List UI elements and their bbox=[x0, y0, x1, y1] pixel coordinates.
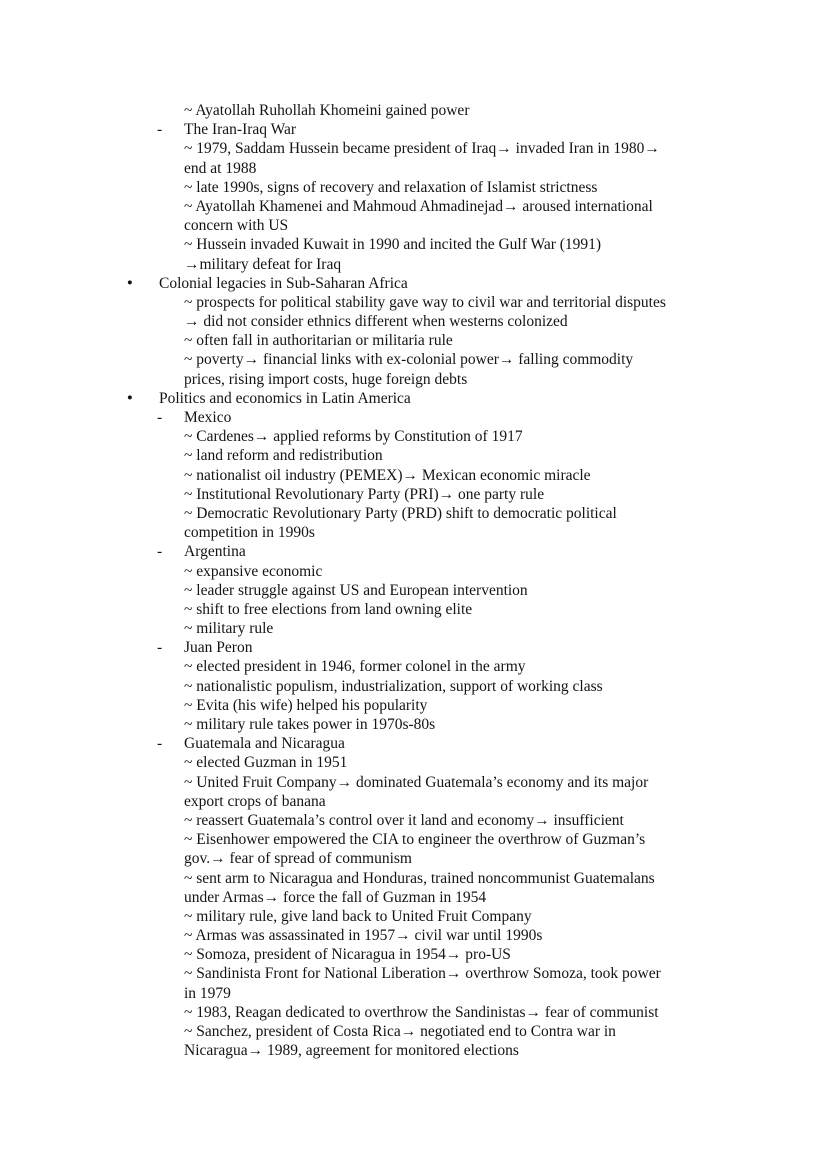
doc-line-body bbox=[0, 370, 828, 389]
doc-line-text: export crops of banana bbox=[184, 792, 326, 810]
doc-line-text: ~ Sandinista Front for National Liberation→ overthrow Somoza, took power bbox=[184, 965, 661, 983]
doc-line-text: The Iran-Iraq War bbox=[184, 121, 297, 139]
doc-line-body bbox=[0, 849, 828, 868]
doc-line-body bbox=[0, 427, 828, 446]
doc-line-text: ~ often fall in authoritarian or militaria rule bbox=[184, 332, 453, 350]
doc-line-body bbox=[0, 466, 828, 485]
doc-line-text: ~ Cardenes→ applied reforms by Constitution of 1917 bbox=[184, 428, 523, 446]
doc-line-text: under Armas→ force the fall of Guzman in 1954 bbox=[184, 888, 487, 906]
doc-line-body bbox=[0, 715, 828, 734]
doc-line-bullet bbox=[0, 274, 828, 293]
doc-line-text: Juan Peron bbox=[184, 639, 253, 657]
doc-line-text: →military defeat for Iraq bbox=[184, 255, 342, 273]
doc-line-body bbox=[0, 235, 828, 254]
bullet-marker: ● bbox=[127, 277, 133, 288]
doc-line-body bbox=[0, 504, 828, 523]
doc-line-text: Colonial legacies in Sub-Saharan Africa bbox=[159, 274, 408, 292]
doc-line-body bbox=[0, 753, 828, 772]
doc-line-dash bbox=[0, 638, 828, 657]
doc-line-text: ~ Ayatollah Ruhollah Khomeini gained power bbox=[184, 102, 470, 119]
doc-line-dash bbox=[0, 542, 828, 561]
doc-line-body bbox=[0, 331, 828, 350]
doc-line-text: ~ shift to free elections from land owning elite bbox=[184, 600, 473, 618]
doc-line-text: Argentina bbox=[184, 543, 246, 561]
doc-line-dash bbox=[0, 120, 828, 139]
doc-line-dash bbox=[0, 408, 828, 427]
doc-line-body bbox=[0, 350, 828, 369]
doc-line-text: ~ 1979, Saddam Hussein became president of Iraq→ invaded Iran in 1980→ bbox=[184, 140, 660, 158]
doc-line-body bbox=[0, 581, 828, 600]
doc-line-body bbox=[0, 619, 828, 638]
doc-line-text: prices, rising import costs, huge foreign debts bbox=[184, 370, 468, 388]
doc-line-text: Nicaragua→ 1989, agreement for monitored elections bbox=[184, 1042, 519, 1060]
doc-line-body bbox=[0, 657, 828, 676]
doc-line-text: ~ Institutional Revolutionary Party (PRI)→ one party rule bbox=[184, 485, 545, 503]
doc-line-text: ~ reassert Guatemala’s control over it land and economy→ insufficient bbox=[184, 811, 624, 829]
doc-line-body bbox=[0, 677, 828, 696]
doc-line-body bbox=[0, 869, 828, 888]
doc-line-text: Mexico bbox=[184, 409, 232, 426]
doc-line-bullet bbox=[0, 389, 828, 408]
doc-line-body bbox=[0, 811, 828, 830]
doc-line-body bbox=[0, 255, 828, 274]
doc-line-text: ~ military rule bbox=[184, 620, 274, 638]
doc-line-body bbox=[0, 1003, 828, 1022]
doc-line-text: ~ Hussein invaded Kuwait in 1990 and incited the Gulf War (1991) bbox=[184, 236, 602, 254]
doc-line-body bbox=[0, 984, 828, 1003]
doc-line-text: ~ Armas was assassinated in 1957→ civil war until 1990s bbox=[184, 927, 543, 945]
doc-line-text: Politics and economics in Latin America bbox=[159, 389, 411, 407]
doc-line-dash bbox=[0, 734, 828, 753]
doc-line-body bbox=[0, 139, 828, 158]
doc-line-text: competition in 1990s bbox=[184, 524, 315, 542]
doc-line-body bbox=[0, 1022, 828, 1041]
doc-line-body bbox=[0, 159, 828, 178]
doc-line-body bbox=[0, 792, 828, 811]
doc-line-body bbox=[0, 830, 828, 849]
doc-line-body bbox=[0, 523, 828, 542]
doc-line-text: ~ late 1990s, signs of recovery and relaxation of Islamist strictness bbox=[184, 178, 598, 196]
doc-line-body bbox=[0, 293, 828, 312]
doc-line-body bbox=[0, 907, 828, 926]
dash-marker: - bbox=[157, 735, 163, 753]
dash-marker: - bbox=[157, 121, 163, 139]
doc-line-body bbox=[0, 178, 828, 197]
doc-line-text: ~ expansive economic bbox=[184, 562, 323, 580]
doc-line-body bbox=[0, 888, 828, 907]
doc-line-text: ~ leader struggle against US and European intervention bbox=[184, 581, 528, 599]
doc-line-text: ~ Somoza, president of Nicaragua in 1954→ pro-US bbox=[184, 946, 511, 964]
doc-line-text: ~ Ayatollah Khamenei and Mahmoud Ahmadinejad→ aroused international bbox=[184, 197, 653, 215]
doc-line-body bbox=[0, 562, 828, 581]
doc-line-body bbox=[0, 926, 828, 945]
doc-line-text: end at 1988 bbox=[184, 159, 257, 177]
doc-line-body bbox=[0, 773, 828, 792]
doc-line-body bbox=[0, 945, 828, 964]
doc-line-text: concern with US bbox=[184, 217, 289, 235]
doc-line-text: ~ Sanchez, president of Costa Rica→ negotiated end to Contra war in bbox=[184, 1023, 616, 1040]
doc-line-text: ~ elected Guzman in 1951 bbox=[184, 754, 348, 772]
doc-line-text: gov.→ fear of spread of communism bbox=[184, 850, 412, 868]
bullet-marker: ● bbox=[127, 392, 133, 403]
doc-line-text: Guatemala and Nicaragua bbox=[184, 735, 345, 753]
doc-line-body bbox=[0, 216, 828, 235]
doc-line-text: → did not consider ethnics different when westerns colonized bbox=[184, 313, 568, 331]
doc-line-text: ~ poverty→ financial links with ex-colonial power→ falling commodity bbox=[184, 351, 634, 369]
doc-line-body bbox=[0, 1041, 828, 1060]
doc-line-text: ~ elected president in 1946, former colonel in the army bbox=[184, 658, 526, 676]
notes-outline bbox=[0, 101, 828, 1060]
doc-line-text: ~ Democratic Revolutionary Party (PRD) shift to democratic political bbox=[184, 504, 617, 522]
doc-line-text: ~ Eisenhower empowered the CIA to engineer the overthrow of Guzman’s bbox=[184, 831, 646, 849]
doc-line-body bbox=[0, 600, 828, 619]
doc-line-body bbox=[0, 312, 828, 331]
doc-line-text: ~ prospects for political stability gave way to civil war and territorial disputes bbox=[184, 293, 666, 311]
doc-line-text: in 1979 bbox=[184, 984, 231, 1002]
dash-marker: - bbox=[157, 639, 163, 657]
dash-marker: - bbox=[157, 409, 163, 426]
doc-line-text: ~ sent arm to Nicaragua and Honduras, trained noncommunist Guatemalans bbox=[184, 869, 655, 887]
doc-line-text: ~ nationalistic populism, industrialization, support of working class bbox=[184, 677, 603, 695]
doc-line-text: ~ land reform and redistribution bbox=[184, 447, 383, 465]
doc-line-body bbox=[0, 485, 828, 504]
doc-line-body bbox=[0, 101, 828, 120]
doc-line-body bbox=[0, 446, 828, 465]
dash-marker: - bbox=[157, 543, 163, 561]
doc-line-body bbox=[0, 964, 828, 983]
doc-line-text: ~ military rule takes power in 1970s-80s bbox=[184, 716, 436, 733]
doc-line-text: ~ United Fruit Company→ dominated Guatemala’s economy and its major bbox=[184, 773, 649, 791]
doc-line-text: ~ Evita (his wife) helped his popularity bbox=[184, 696, 428, 714]
doc-line-text: ~ nationalist oil industry (PEMEX)→ Mexican economic miracle bbox=[184, 466, 591, 484]
doc-line-body bbox=[0, 696, 828, 715]
doc-line-body bbox=[0, 197, 828, 216]
doc-line-text: ~ military rule, give land back to United Fruit Company bbox=[184, 907, 532, 925]
doc-line-text: ~ 1983, Reagan dedicated to overthrow the Sandinistas→ fear of communist bbox=[184, 1003, 659, 1021]
